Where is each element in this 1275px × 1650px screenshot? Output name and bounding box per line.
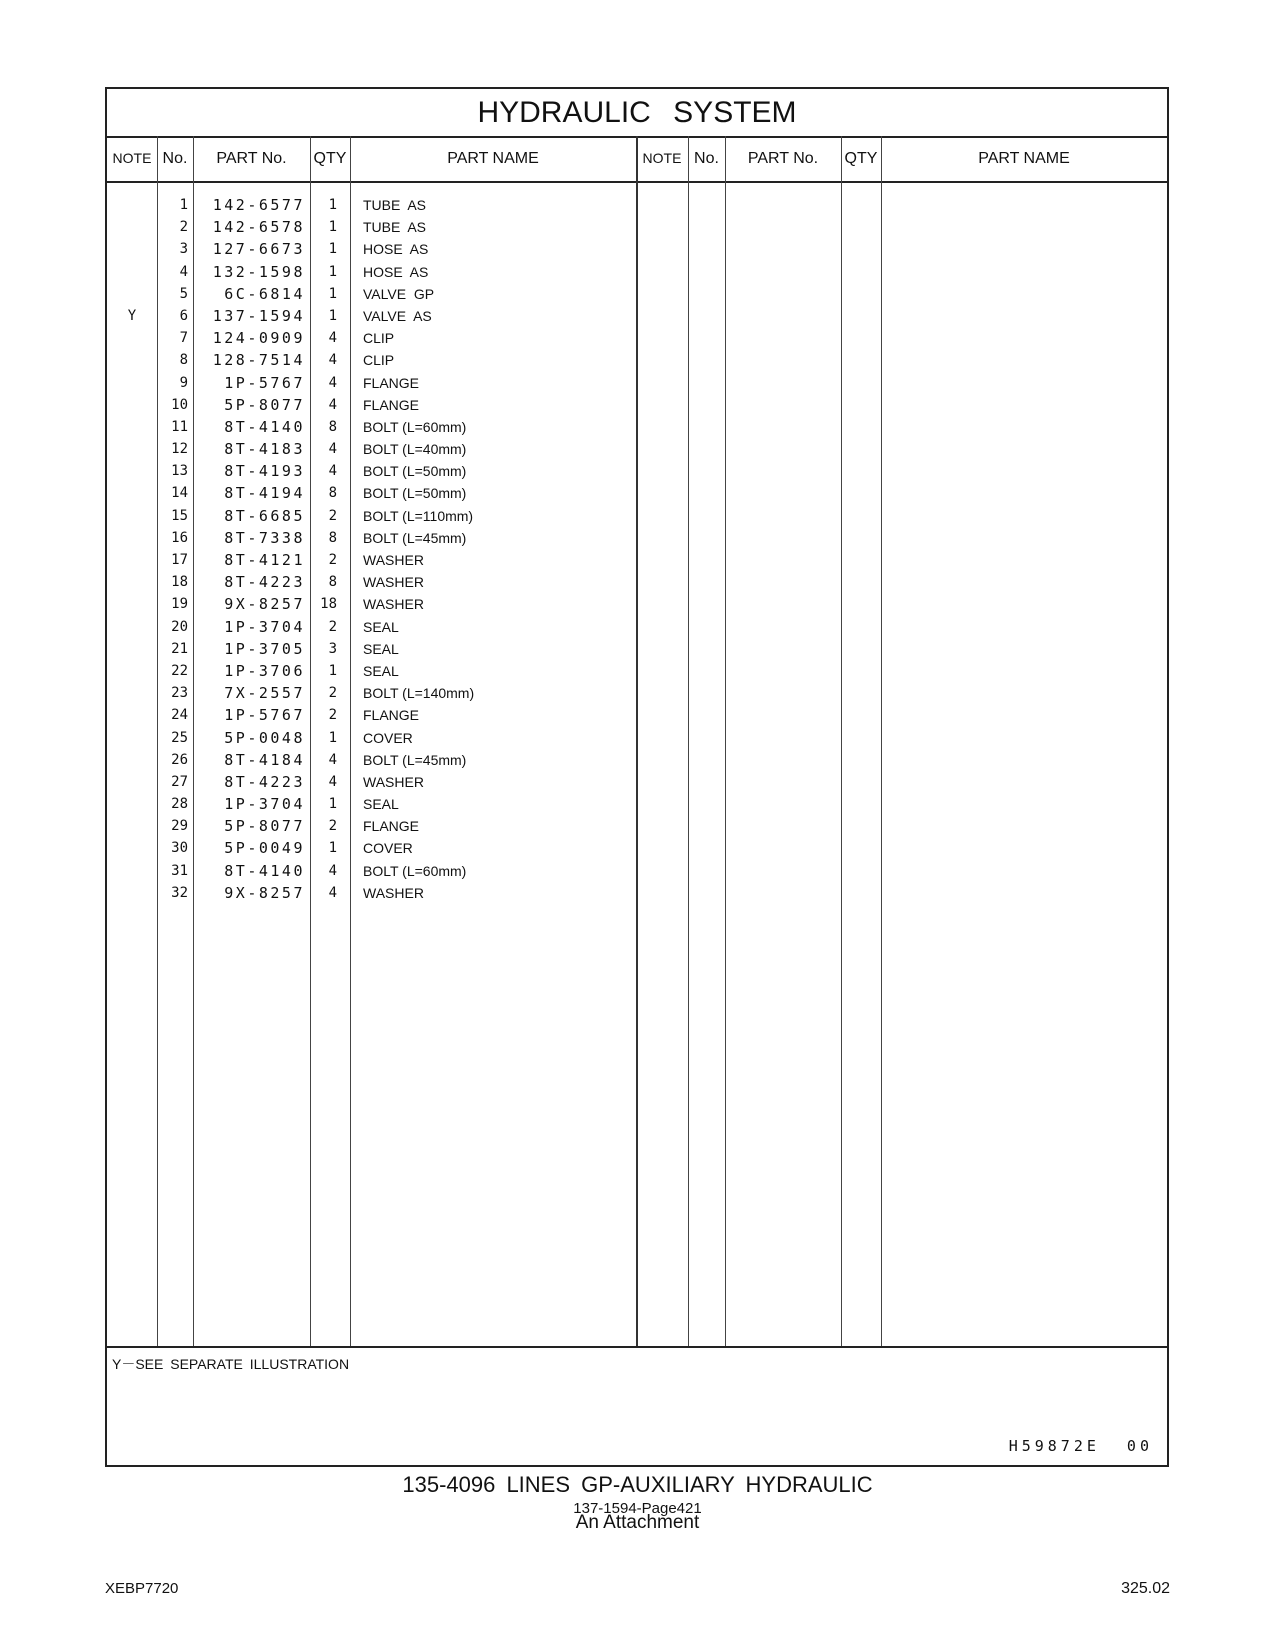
part-name-cell: WASHER — [363, 596, 424, 613]
quantity-cell: 2 — [328, 618, 337, 635]
quantity-cell: 2 — [328, 552, 337, 568]
item-number-cell: 28 — [171, 796, 188, 813]
part-name-cell: SEAL — [363, 640, 399, 657]
part-name-cell: CLIP — [363, 330, 395, 347]
quantity-cell: 1 — [328, 662, 337, 679]
part-name-cell: BOLT (L=110mm) — [363, 507, 474, 524]
part-number-cell: 1P-3704 — [224, 617, 305, 636]
quantity-cell: 1 — [328, 285, 337, 302]
part-number-cell: 5P-0049 — [224, 839, 305, 858]
part-name-cell: HOSE AS — [363, 263, 429, 280]
note-cell: Y — [127, 307, 137, 324]
table-row — [107, 327, 637, 349]
table-row — [107, 416, 637, 438]
item-number-cell: 1 — [179, 197, 188, 213]
item-number-cell: 22 — [171, 662, 188, 679]
parts-list — [107, 194, 637, 904]
table-row — [107, 860, 637, 882]
quantity-cell: 4 — [328, 884, 337, 901]
table-row — [107, 283, 637, 305]
item-number-cell: 6 — [179, 307, 188, 324]
header-part-name-left: PART NAME — [447, 150, 539, 167]
quantity-cell: 1 — [328, 241, 337, 258]
caption-attachment: An Attachment — [575, 1512, 700, 1533]
item-number-cell: 3 — [179, 241, 188, 258]
part-number-cell: 142-6578 — [212, 218, 305, 237]
header-qty-right: QTY — [844, 150, 878, 167]
part-name-cell: BOLT (L=45mm) — [363, 751, 467, 768]
part-number-cell: 128-7514 — [212, 351, 305, 370]
part-name-cell: HOSE AS — [363, 241, 429, 258]
table-body — [107, 181, 1167, 1346]
part-number-cell: 8T-7338 — [224, 528, 305, 547]
part-number-cell: 8T-4193 — [224, 462, 305, 481]
quantity-cell: 8 — [328, 418, 337, 435]
header-no-right: No. — [694, 150, 719, 167]
item-number-cell: 24 — [171, 707, 188, 724]
table-footer — [107, 1346, 1167, 1465]
table-row — [107, 616, 637, 638]
quantity-cell: 4 — [328, 862, 337, 879]
item-number-cell: 4 — [179, 263, 188, 280]
table-row — [107, 749, 637, 771]
part-number-cell: 8T-4140 — [224, 417, 305, 436]
table-row — [107, 482, 637, 504]
item-number-cell: 12 — [171, 441, 188, 458]
part-number-cell: 1P-3706 — [224, 661, 305, 680]
item-number-cell: 21 — [171, 640, 188, 657]
part-name-cell: SEAL — [363, 662, 399, 679]
table-row — [107, 238, 637, 260]
page-number: 325.02 — [1121, 1580, 1170, 1597]
part-name-cell: BOLT (L=60mm) — [363, 418, 467, 435]
item-number-cell: 29 — [171, 818, 188, 835]
part-name-cell: CLIP — [363, 352, 395, 369]
table-row — [107, 682, 637, 704]
part-number-cell: 8T-4223 — [224, 573, 305, 592]
quantity-cell: 2 — [328, 507, 337, 524]
table-row — [107, 727, 637, 749]
part-number-cell: 8T-4223 — [224, 772, 305, 791]
table-row — [107, 593, 637, 615]
part-name-cell: BOLT (L=60mm) — [363, 862, 467, 879]
table-row — [107, 793, 637, 815]
table-row — [107, 660, 637, 682]
part-name-cell: BOLT (L=50mm) — [363, 463, 467, 480]
part-name-cell: VALVE AS — [363, 307, 432, 324]
item-number-cell: 16 — [171, 529, 188, 546]
part-name-cell: FLANGE — [363, 374, 420, 391]
quantity-cell: 1 — [328, 219, 337, 236]
table-row — [107, 704, 637, 726]
item-number-cell: 17 — [171, 552, 188, 568]
part-number-cell: 127-6673 — [212, 240, 305, 259]
part-number-cell: 137-1594 — [212, 306, 305, 325]
part-name-cell: WASHER — [363, 773, 424, 790]
table-title: HYDRAULIC SYSTEM — [107, 89, 1167, 138]
part-number-cell: 1P-3705 — [224, 639, 305, 658]
item-number-cell: 11 — [171, 418, 188, 435]
table-row — [107, 349, 637, 371]
quantity-cell: 4 — [328, 751, 337, 768]
part-number-cell: 8T-6685 — [224, 506, 305, 525]
quantity-cell: 2 — [328, 818, 337, 835]
header-note-right: NOTE — [642, 150, 682, 166]
quantity-cell: 4 — [328, 441, 337, 458]
part-name-cell: FLANGE — [363, 707, 420, 724]
header-part-no-left: PART No. — [216, 150, 287, 167]
quantity-cell: 4 — [328, 374, 337, 391]
part-number-cell: 5P-8077 — [224, 817, 305, 836]
parts-table-frame — [105, 87, 1169, 1467]
part-number-cell: 8T-4121 — [224, 551, 305, 569]
item-number-cell: 2 — [179, 219, 188, 236]
table-row — [107, 837, 637, 859]
document-reference: H59872E 00 — [1008, 1437, 1153, 1455]
item-number-cell: 27 — [171, 773, 188, 790]
item-number-cell: 7 — [179, 330, 188, 347]
table-row — [107, 505, 637, 527]
part-number-cell: 1P-5767 — [224, 706, 305, 725]
table-row — [107, 549, 637, 571]
table-row — [107, 771, 637, 793]
header-note-left: NOTE — [112, 150, 152, 166]
header-part-name-right: PART NAME — [978, 150, 1070, 167]
part-number-cell: 132-1598 — [212, 262, 305, 281]
item-number-cell: 5 — [179, 285, 188, 302]
quantity-cell: 4 — [328, 773, 337, 790]
part-name-cell: TUBE AS — [363, 219, 427, 236]
part-name-cell: COVER — [363, 840, 413, 857]
item-number-cell: 31 — [171, 862, 188, 879]
item-number-cell: 8 — [179, 352, 188, 369]
part-number-cell: 142-6577 — [212, 196, 305, 214]
part-name-cell: SEAL — [363, 796, 399, 813]
footnote: Y－SEE SEPARATE ILLUSTRATION — [112, 1356, 350, 1372]
item-number-cell: 20 — [171, 618, 188, 635]
header-qty-left: QTY — [313, 150, 347, 167]
part-number-cell: 9X-8257 — [224, 595, 305, 614]
item-number-cell: 32 — [171, 884, 188, 901]
part-name-cell: VALVE GP — [363, 285, 435, 302]
header-no-left: No. — [162, 150, 188, 167]
quantity-cell: 2 — [328, 707, 337, 724]
quantity-cell: 8 — [328, 485, 337, 502]
table-row — [107, 882, 637, 904]
table-row — [107, 571, 637, 593]
item-number-cell: 25 — [171, 729, 188, 746]
quantity-cell: 4 — [328, 463, 337, 480]
table-row — [107, 394, 637, 416]
header-part-no-right: PART No. — [747, 150, 819, 167]
table-row — [107, 460, 637, 482]
part-name-cell: BOLT (L=40mm) — [363, 441, 467, 458]
table-row — [107, 815, 637, 837]
part-name-cell: WASHER — [363, 552, 424, 568]
part-name-cell: FLANGE — [363, 818, 420, 835]
quantity-cell: 1 — [328, 729, 337, 746]
item-number-cell: 10 — [171, 396, 188, 413]
quantity-cell: 1 — [328, 307, 337, 324]
item-number-cell: 30 — [171, 840, 188, 857]
quantity-cell: 3 — [328, 640, 337, 657]
quantity-cell: 8 — [328, 574, 337, 591]
part-name-cell: BOLT (L=140mm) — [363, 685, 475, 702]
table-row — [107, 194, 637, 216]
quantity-cell: 1 — [328, 197, 337, 213]
caption-main: 135-4096 LINES GP-AUXILIARY HYDRAULIC — [402, 1472, 873, 1497]
table-row — [107, 372, 637, 394]
part-number-cell: 1P-3704 — [224, 795, 305, 814]
page-footer-code: XEBP7720 — [105, 1580, 179, 1597]
table-row — [107, 216, 637, 238]
part-name-cell: COVER — [363, 729, 413, 746]
quantity-cell: 1 — [328, 796, 337, 813]
part-number-cell: 1P-5767 — [224, 373, 305, 392]
quantity-cell: 4 — [328, 396, 337, 413]
part-number-cell: 9X-8257 — [224, 883, 305, 902]
part-number-cell: 5P-0048 — [224, 728, 305, 747]
quantity-cell: 4 — [328, 330, 337, 347]
quantity-cell: 18 — [320, 596, 337, 613]
caption-sub: 137-1594-Page421 — [573, 1500, 702, 1517]
part-number-cell: 8T-4194 — [224, 484, 305, 503]
item-number-cell: 15 — [171, 507, 188, 524]
item-number-cell: 13 — [171, 463, 188, 480]
part-number-cell: 8T-4140 — [224, 861, 305, 880]
quantity-cell: 4 — [328, 352, 337, 369]
part-number-cell: 6C-6814 — [224, 284, 305, 303]
table-row — [107, 438, 637, 460]
part-name-cell: WASHER — [363, 884, 424, 901]
table-row — [107, 261, 637, 283]
part-number-cell: 8T-4183 — [224, 440, 305, 459]
table-row — [107, 527, 637, 549]
part-number-cell: 7X-2557 — [224, 684, 305, 703]
quantity-cell: 1 — [328, 840, 337, 857]
item-number-cell: 23 — [171, 685, 188, 702]
part-number-cell: 5P-8077 — [224, 395, 305, 414]
table-row — [107, 305, 637, 327]
item-number-cell: 14 — [171, 485, 188, 502]
quantity-cell: 8 — [328, 529, 337, 546]
quantity-cell: 1 — [328, 263, 337, 280]
part-name-cell: BOLT (L=45mm) — [363, 529, 467, 546]
part-number-cell: 124-0909 — [212, 329, 305, 348]
part-name-cell: FLANGE — [363, 396, 420, 413]
part-number-cell: 8T-4184 — [224, 750, 305, 769]
quantity-cell: 2 — [328, 685, 337, 702]
item-number-cell: 9 — [179, 374, 188, 391]
item-number-cell: 18 — [171, 574, 188, 591]
part-name-cell: SEAL — [363, 618, 399, 635]
part-name-cell: WASHER — [363, 574, 424, 591]
item-number-cell: 26 — [171, 751, 188, 768]
table-row — [107, 638, 637, 660]
item-number-cell: 19 — [171, 596, 188, 613]
part-name-cell: BOLT (L=50mm) — [363, 485, 467, 502]
part-name-cell: TUBE AS — [363, 197, 427, 213]
